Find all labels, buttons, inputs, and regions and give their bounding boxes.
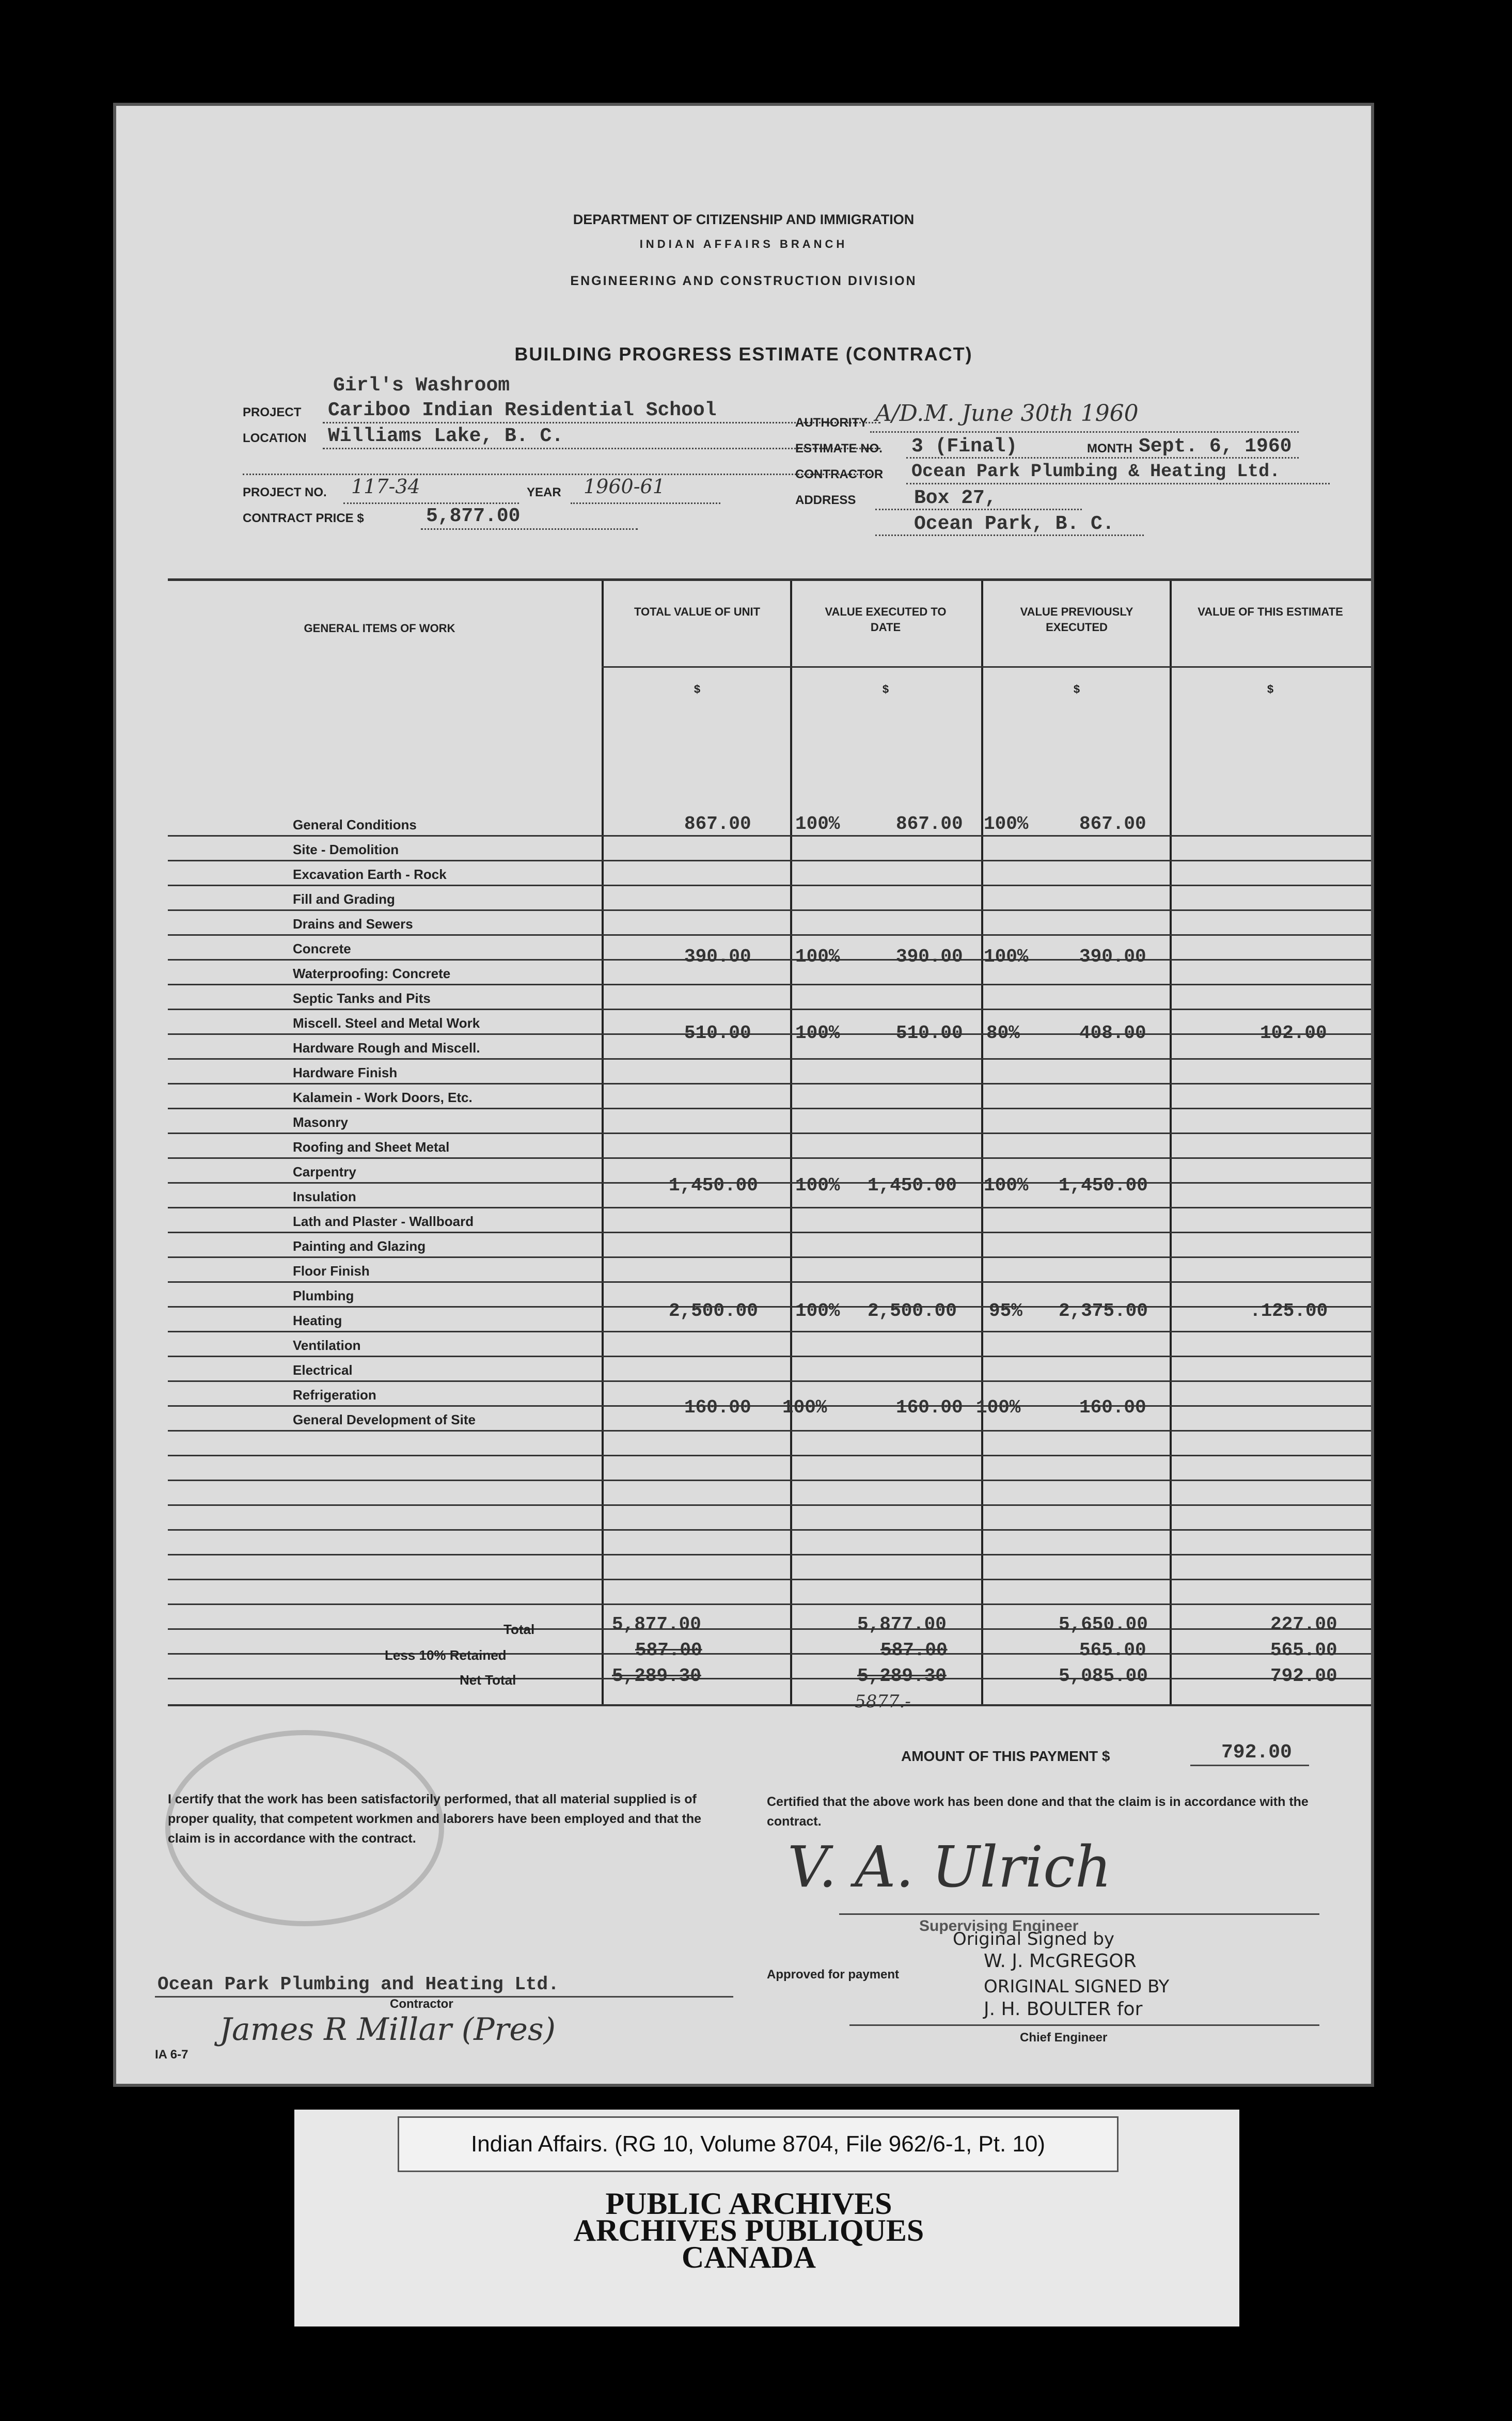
row-rule <box>168 885 1371 886</box>
total-value: 2,500.00 <box>669 1300 758 1322</box>
chief-engineer-label: Chief Engineer <box>1020 2031 1108 2045</box>
row-rule <box>168 1256 1371 1258</box>
row-rule <box>168 1331 1371 1332</box>
item-label: Hardware Finish <box>293 1065 398 1080</box>
supervisor-signature: V. A. Ulrich <box>788 1834 1112 1900</box>
header-bottom-border <box>602 666 1371 668</box>
net-total-label: Net Total <box>460 1672 516 1688</box>
total-net: 5,289.30 <box>612 1665 701 1687</box>
estimate-no-label: ESTIMATE NO. <box>795 442 883 455</box>
executed-value: 390.00 <box>896 946 963 967</box>
col-divider-1 <box>602 578 604 1704</box>
contract-price-dotline <box>421 528 638 530</box>
item-label: Plumbing <box>293 1288 354 1303</box>
year-dotline <box>571 502 720 504</box>
row-rule <box>168 835 1371 837</box>
currency-total: $ <box>694 683 701 696</box>
executed-value: 2,500.00 <box>868 1300 957 1322</box>
executed-value: 510.00 <box>896 1023 963 1044</box>
previous-value: 408.00 <box>1079 1023 1146 1044</box>
row-rule <box>168 934 1371 936</box>
previous-value: 160.00 <box>1079 1397 1146 1418</box>
supervisor-label: Supervising Engineer <box>919 1917 1079 1935</box>
year-value: 1960-61 <box>584 475 665 498</box>
row-rule <box>168 984 1371 985</box>
item-label: General Development of Site <box>293 1412 476 1427</box>
row-rule <box>168 1033 1371 1035</box>
supervisor-signature-line <box>839 1913 1319 1915</box>
estimate-no-value: 3 (Final) <box>911 435 1018 458</box>
contractor-label: CONTRACTOR <box>795 467 884 481</box>
archive-title-fr: ARCHIVES PUBLIQUES <box>573 2213 924 2247</box>
row-rule <box>168 1009 1371 1010</box>
form-number: IA 6-7 <box>155 2048 188 2062</box>
executed-retained: 587.00 <box>880 1640 948 1661</box>
row-rule <box>168 1380 1371 1382</box>
estimate-dotline <box>906 457 1299 459</box>
previous-pct: 100% <box>984 946 1029 967</box>
item-label: Waterproofing: Concrete <box>293 966 451 981</box>
executed-value: 867.00 <box>896 813 963 835</box>
executed-pct: 100% <box>795 1300 840 1322</box>
item-label: Lath and Plaster - Wallboard <box>293 1214 474 1229</box>
previous-value: 2,375.00 <box>1059 1300 1148 1322</box>
previous-net: 5,085.00 <box>1059 1665 1148 1687</box>
total-sum: 5,877.00 <box>612 1614 701 1635</box>
form-sheet <box>116 106 1371 2084</box>
row-rule <box>168 1306 1371 1308</box>
signer-name-1: W. J. McGREGOR <box>984 1951 1137 1972</box>
item-label: Site - Demolition <box>293 842 399 857</box>
executed-value: 1,450.00 <box>868 1175 957 1196</box>
row-rule <box>168 1678 1371 1679</box>
archive-title-en: PUBLIC ARCHIVES <box>605 2187 892 2221</box>
executed-pct: 100% <box>795 946 840 967</box>
row-rule <box>168 1182 1371 1184</box>
col-header-total: TOTAL VALUE OF UNIT <box>634 605 761 618</box>
executed-sum: 5,877.00 <box>857 1614 947 1635</box>
project-no-value: 117-34 <box>351 475 420 498</box>
contract-price-label: CONTRACT PRICE $ <box>243 511 364 525</box>
item-label: Masonry <box>293 1114 348 1130</box>
address-line2: Ocean Park, B. C. <box>914 513 1114 535</box>
month-label: MONTH <box>1087 442 1132 455</box>
original-signed-by-label-2: ORIGINAL SIGNED BY <box>984 1976 1170 1997</box>
payment-label: AMOUNT OF THIS PAYMENT $ <box>901 1748 1110 1764</box>
project-no-dotline <box>343 502 519 504</box>
this-estimate-value: .125.00 <box>1250 1300 1328 1322</box>
item-label: Carpentry <box>293 1164 356 1180</box>
archive-title-country: CANADA <box>682 2240 816 2274</box>
original-signed-by-label: Original Signed by <box>953 1929 1115 1950</box>
previous-sum: 5,650.00 <box>1059 1614 1148 1635</box>
row-rule <box>168 1058 1371 1060</box>
previous-value: 390.00 <box>1079 946 1146 967</box>
item-label: Fill and Grading <box>293 891 395 907</box>
archive-reference: Indian Affairs. (RG 10, Volume 8704, File 962/6-1, Pt. 10) <box>398 2116 1119 2172</box>
row-rule <box>168 1554 1371 1555</box>
project-no-label: PROJECT NO. <box>243 485 327 499</box>
item-label: Septic Tanks and Pits <box>293 991 431 1006</box>
executed-value: 160.00 <box>896 1397 963 1418</box>
progress-table <box>168 578 1371 1712</box>
contractor-label: Contractor <box>390 1997 453 2011</box>
row-rule <box>168 1628 1371 1630</box>
payment-underline <box>1190 1765 1309 1766</box>
col-header-previous: VALUE PREVIOUSLY EXECUTED <box>1020 605 1133 634</box>
previous-value: 867.00 <box>1079 813 1146 835</box>
engineer-certification: Certified that the above work has been done and that the claim is in accordance with the contract. <box>767 1795 1309 1829</box>
item-label: Drains and Sewers <box>293 916 413 932</box>
department-title: DEPARTMENT OF CITIZENSHIP AND IMMIGRATION <box>573 212 915 227</box>
executed-handwritten-note: 5877.- <box>855 1691 911 1712</box>
chief-signature-line <box>849 2024 1319 2026</box>
executed-pct: 100% <box>782 1397 827 1418</box>
item-label: Kalamein - Work Doors, Etc. <box>293 1090 472 1105</box>
row-rule <box>168 1603 1371 1605</box>
item-label: Painting and Glazing <box>293 1238 426 1254</box>
this-retained: 565.00 <box>1270 1640 1337 1661</box>
project-line1: Girl's Washroom <box>333 374 510 397</box>
row-rule <box>168 1579 1371 1580</box>
signer-name-2: J. H. BOULTER for <box>984 1999 1143 2020</box>
item-label: Hardware Rough and Miscell. <box>293 1040 480 1056</box>
table-bottom-border <box>168 1704 1371 1706</box>
row-rule <box>168 1356 1371 1357</box>
col-header-executed: VALUE EXECUTED TO DATE <box>825 605 947 634</box>
currency-executed: $ <box>882 683 889 696</box>
address-dotline2 <box>875 534 1144 536</box>
project-line2: Cariboo Indian Residential School <box>328 399 717 421</box>
row-rule <box>168 1480 1371 1481</box>
col-divider-2 <box>790 578 792 1704</box>
col-divider-4 <box>1170 578 1172 1704</box>
row-rule <box>168 1529 1371 1531</box>
item-label: Floor Finish <box>293 1263 370 1279</box>
col-header-items: GENERAL ITEMS OF WORK <box>304 622 455 635</box>
year-label: YEAR <box>527 485 561 499</box>
row-rule <box>168 1083 1371 1084</box>
total-value: 867.00 <box>684 813 751 835</box>
col-header-this: VALUE OF THIS ESTIMATE <box>1198 605 1343 618</box>
form-title: BUILDING PROGRESS ESTIMATE (CONTRACT) <box>514 343 973 365</box>
address-dotline1 <box>875 509 1082 510</box>
row-rule <box>168 1108 1371 1109</box>
item-label: Heating <box>293 1313 342 1328</box>
row-rule <box>168 959 1371 961</box>
previous-value: 1,450.00 <box>1059 1175 1148 1196</box>
project-label: PROJECT <box>243 405 302 419</box>
branch-title: INDIAN AFFAIRS BRANCH <box>639 238 848 250</box>
previous-retained: 565.00 <box>1079 1640 1146 1661</box>
previous-pct: 100% <box>976 1397 1021 1418</box>
item-label: Refrigeration <box>293 1387 376 1403</box>
contractor-dotline <box>906 483 1330 484</box>
month-value: Sept. 6, 1960 <box>1139 435 1292 458</box>
row-rule <box>168 1455 1371 1456</box>
item-label: General Conditions <box>293 817 417 832</box>
total-label: Total <box>503 1622 535 1637</box>
row-rule <box>168 860 1371 861</box>
row-rule <box>168 1133 1371 1134</box>
row-rule <box>168 909 1371 911</box>
contractor-certification: I certify that the work has been satisfactorily performed, that all material supplied is of proper quality, that competent workmen and laborers have been employed and that the claim is in accordance with the contract. <box>168 1792 702 1846</box>
currency-this: $ <box>1267 683 1274 696</box>
contract-price-value: 5,877.00 <box>426 505 521 527</box>
row-rule <box>168 1504 1371 1506</box>
item-label: Roofing and Sheet Metal <box>293 1139 450 1155</box>
total-value: 390.00 <box>684 946 751 967</box>
previous-pct: 100% <box>984 1175 1029 1196</box>
blank-dotline <box>243 474 880 475</box>
authority-dotline <box>870 431 1299 433</box>
executed-pct: 100% <box>795 1023 840 1044</box>
contractor-signature: James R Millar (Pres) <box>219 2011 556 2048</box>
row-rule <box>168 1281 1371 1283</box>
executed-pct: 100% <box>795 1175 840 1196</box>
contractor-value: Ocean Park Plumbing & Heating Ltd. <box>911 461 1281 482</box>
item-label: Electrical <box>293 1362 353 1378</box>
row-rule <box>168 1653 1371 1655</box>
address-label: ADDRESS <box>795 493 856 507</box>
this-sum: 227.00 <box>1270 1614 1337 1635</box>
row-rule <box>168 1207 1371 1208</box>
total-value: 1,450.00 <box>669 1175 758 1196</box>
total-retained: 587.00 <box>635 1640 702 1661</box>
authority-label: AUTHORITY <box>795 416 868 430</box>
row-rule <box>168 1232 1371 1233</box>
this-net: 792.00 <box>1270 1665 1337 1687</box>
address-line1: Box 27, <box>914 487 997 509</box>
executed-pct: 100% <box>795 813 840 835</box>
authority-value: A/D.M. June 30th 1960 <box>875 400 1139 427</box>
total-value: 510.00 <box>684 1023 751 1044</box>
location-label: LOCATION <box>243 431 307 445</box>
contractor-name: Ocean Park Plumbing and Heating Ltd. <box>158 1974 559 1995</box>
executed-net: 5,289.30 <box>857 1665 947 1687</box>
item-label: Concrete <box>293 941 351 956</box>
division-title: ENGINEERING AND CONSTRUCTION DIVISION <box>570 274 917 288</box>
location-value: Williams Lake, B. C. <box>328 425 564 447</box>
row-rule <box>168 1405 1371 1407</box>
item-label: Ventilation <box>293 1338 361 1353</box>
row-rule <box>168 1430 1371 1432</box>
col-divider-3 <box>981 578 983 1704</box>
previous-pct: 95% <box>989 1300 1022 1322</box>
item-label: Insulation <box>293 1189 356 1204</box>
row-rule <box>168 1157 1371 1159</box>
approved-for-payment-label: Approved for payment <box>767 1968 900 1982</box>
previous-pct: 80% <box>986 1023 1020 1044</box>
item-label: Excavation Earth - Rock <box>293 867 447 882</box>
previous-pct: 100% <box>984 813 1029 835</box>
retained-label: Less 10% Retained <box>385 1647 507 1663</box>
currency-previous: $ <box>1073 683 1080 696</box>
total-value: 160.00 <box>684 1397 751 1418</box>
item-label: Miscell. Steel and Metal Work <box>293 1015 480 1031</box>
table-top-border <box>168 578 1371 581</box>
this-estimate-value: 102.00 <box>1260 1023 1327 1044</box>
payment-value: 792.00 <box>1221 1741 1292 1764</box>
